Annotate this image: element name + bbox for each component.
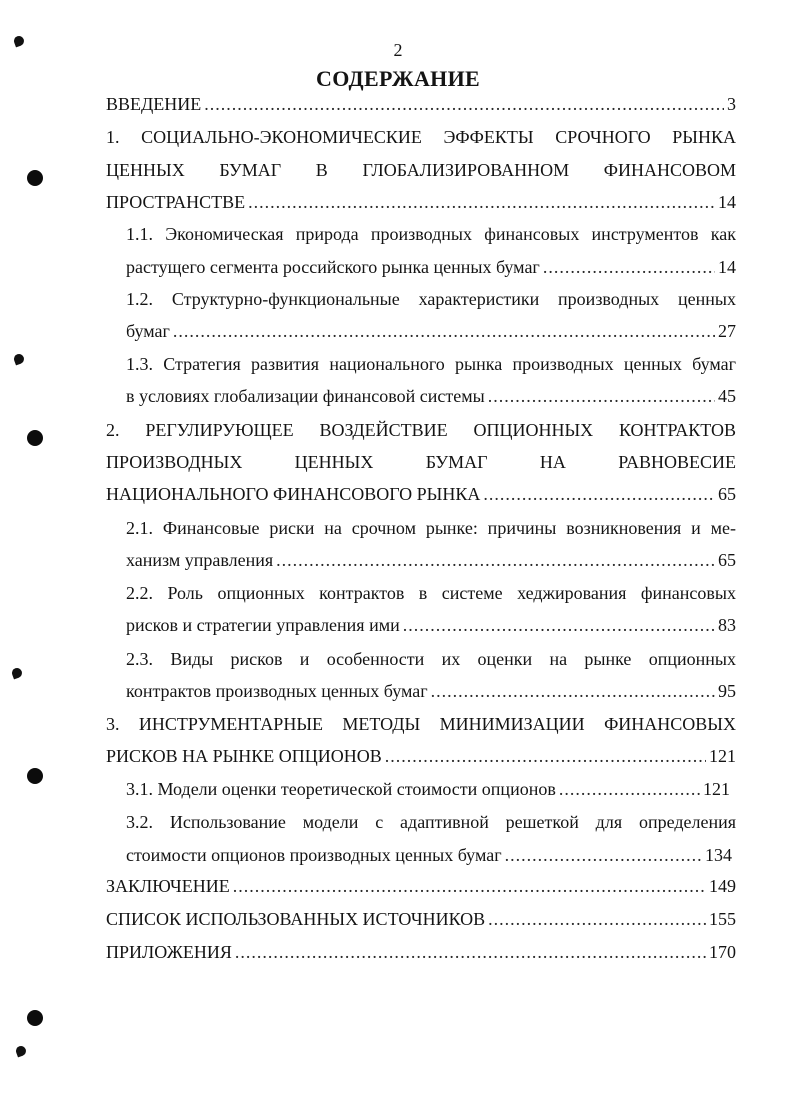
- toc-entry-title: ПРИЛОЖЕНИЯ: [106, 942, 232, 962]
- toc-section-2-2-line-2[interactable]: [126, 612, 736, 638]
- toc-section-3-2-line-1[interactable]: 3.2. Использование модели с адаптивной решеткой для определения: [126, 812, 736, 832]
- dot-leader: [488, 906, 706, 932]
- toc-entry-title: в условиях глобализации финансовой системы: [126, 386, 485, 406]
- dot-leader: [235, 939, 706, 965]
- toc-entry-title: НАЦИОНАЛЬНОГО ФИНАНСОВОГО РЫНКА: [106, 484, 481, 504]
- toc-entry-conclusion[interactable]: [106, 873, 736, 899]
- toc-section-1-3-line-2[interactable]: [126, 383, 736, 409]
- dot-leader: [543, 254, 715, 280]
- toc-entry-title: рисков и стратегии управления ими: [126, 615, 400, 635]
- toc-page-number: 27: [718, 321, 736, 341]
- toc-page-number: 170: [709, 942, 736, 962]
- toc-section-2-3-line-2[interactable]: [126, 678, 736, 704]
- toc-page-number: 149: [709, 876, 736, 896]
- toc-page-number: 14: [718, 192, 736, 212]
- toc-entry-intro[interactable]: [106, 91, 736, 117]
- toc-entry-title: СПИСОК ИСПОЛЬЗОВАННЫХ ИСТОЧНИКОВ: [106, 909, 486, 929]
- dot-leader: [204, 91, 724, 117]
- dot-leader: [505, 842, 702, 868]
- toc-entry-title: 3.1. Модели оценки теоретической стоимости опционов: [126, 779, 556, 799]
- toc-chapter-3-line-2[interactable]: [106, 743, 736, 769]
- toc-entry-title: контрактов производных ценных бумаг: [126, 681, 428, 701]
- toc-page-number: 83: [718, 615, 736, 635]
- toc-section-1-3-line-1[interactable]: 1.3. Стратегия развития национального рынка производных ценных бумаг: [126, 354, 736, 374]
- toc-entry-title: стоимости опционов производных ценных бумаг: [126, 845, 502, 865]
- toc-section-3-1[interactable]: [126, 776, 730, 802]
- dot-leader: [488, 383, 715, 409]
- dot-leader: [233, 873, 706, 899]
- toc-chapter-2-line-2[interactable]: ПРОИЗВОДНЫХ ЦЕННЫХ БУМАГ НА РАВНОВЕСИЕ: [106, 452, 736, 472]
- page-number: 2: [393, 40, 403, 60]
- toc-entry-appendix[interactable]: [106, 939, 736, 965]
- page-title: СОДЕРЖАНИЕ: [316, 66, 480, 91]
- toc-page-number: 134: [705, 845, 732, 865]
- toc-page-number: 121: [703, 779, 730, 799]
- toc-entry-title: растущего сегмента российского рынка ценных бумаг: [126, 257, 540, 277]
- toc-section-1-2-line-1[interactable]: 1.2. Структурно-функциональные характеристики производных ценных: [126, 289, 736, 309]
- toc-section-2-3-line-1[interactable]: 2.3. Виды рисков и особенности их оценки на рынке опционных: [126, 649, 736, 669]
- toc-entry-sources[interactable]: [106, 906, 736, 932]
- dot-leader: [483, 481, 715, 507]
- toc-entry-title: ПРОСТРАНСТВЕ: [106, 192, 246, 212]
- toc-chapter-2-line-1[interactable]: 2. РЕГУЛИРУЮЩЕЕ ВОЗДЕЙСТВИЕ ОПЦИОННЫХ КОНТРАКТОВ: [106, 420, 736, 440]
- toc-page-number: 3: [727, 94, 736, 114]
- dot-leader: [559, 776, 700, 802]
- toc-chapter-2-line-3[interactable]: [106, 481, 736, 507]
- toc-chapter-1-line-1[interactable]: 1. СОЦИАЛЬНО-ЭКОНОМИЧЕСКИЕ ЭФФЕКТЫ СРОЧНОГО РЫНКА: [106, 127, 736, 147]
- toc-entry-title: ханизм управления: [126, 550, 274, 570]
- toc-page-number: 65: [718, 484, 736, 504]
- toc-section-1-1-line-1[interactable]: 1.1. Экономическая природа производных финансовых инструментов как: [126, 224, 736, 244]
- dot-leader: [385, 743, 706, 769]
- toc-chapter-3-line-1[interactable]: 3. ИНСТРУМЕНТАРНЫЕ МЕТОДЫ МИНИМИЗАЦИИ ФИНАНСОВЫХ: [106, 714, 736, 734]
- toc-entry-title: ЗАКЛЮЧЕНИЕ: [106, 876, 230, 896]
- toc-page-number: 155: [709, 909, 736, 929]
- toc-section-1-2-line-2[interactable]: [126, 318, 736, 344]
- toc-section-2-2-line-1[interactable]: 2.2. Роль опционных контрактов в системе хеджирования финансовых: [126, 583, 736, 603]
- toc-section-1-1-line-2[interactable]: [126, 254, 736, 280]
- dot-leader: [431, 678, 715, 704]
- toc-chapter-1-line-3[interactable]: [106, 189, 736, 215]
- toc-page-number: 45: [718, 386, 736, 406]
- toc-entry-title: РИСКОВ НА РЫНКЕ ОПЦИОНОВ: [106, 746, 382, 766]
- toc-section-2-1-line-1[interactable]: 2.1. Финансовые риски на срочном рынке: причины возникновения и ме-: [126, 518, 736, 538]
- toc-page-number: 121: [709, 746, 736, 766]
- dot-leader: [248, 189, 715, 215]
- toc-section-2-1-line-2[interactable]: [126, 547, 736, 573]
- toc-entry-title: бумаг: [126, 321, 170, 341]
- dot-leader: [173, 318, 715, 344]
- toc-page-number: 14: [718, 257, 736, 277]
- toc-entry-title: ВВЕДЕНИЕ: [106, 94, 202, 114]
- toc-page-number: 65: [718, 550, 736, 570]
- toc-page-number: 95: [718, 681, 736, 701]
- toc-chapter-1-line-2[interactable]: ЦЕННЫХ БУМАГ В ГЛОБАЛИЗИРОВАННОМ ФИНАНСОВОМ: [106, 160, 736, 180]
- dot-leader: [276, 547, 715, 573]
- dot-leader: [403, 612, 715, 638]
- toc-section-3-2-line-2[interactable]: [126, 842, 732, 868]
